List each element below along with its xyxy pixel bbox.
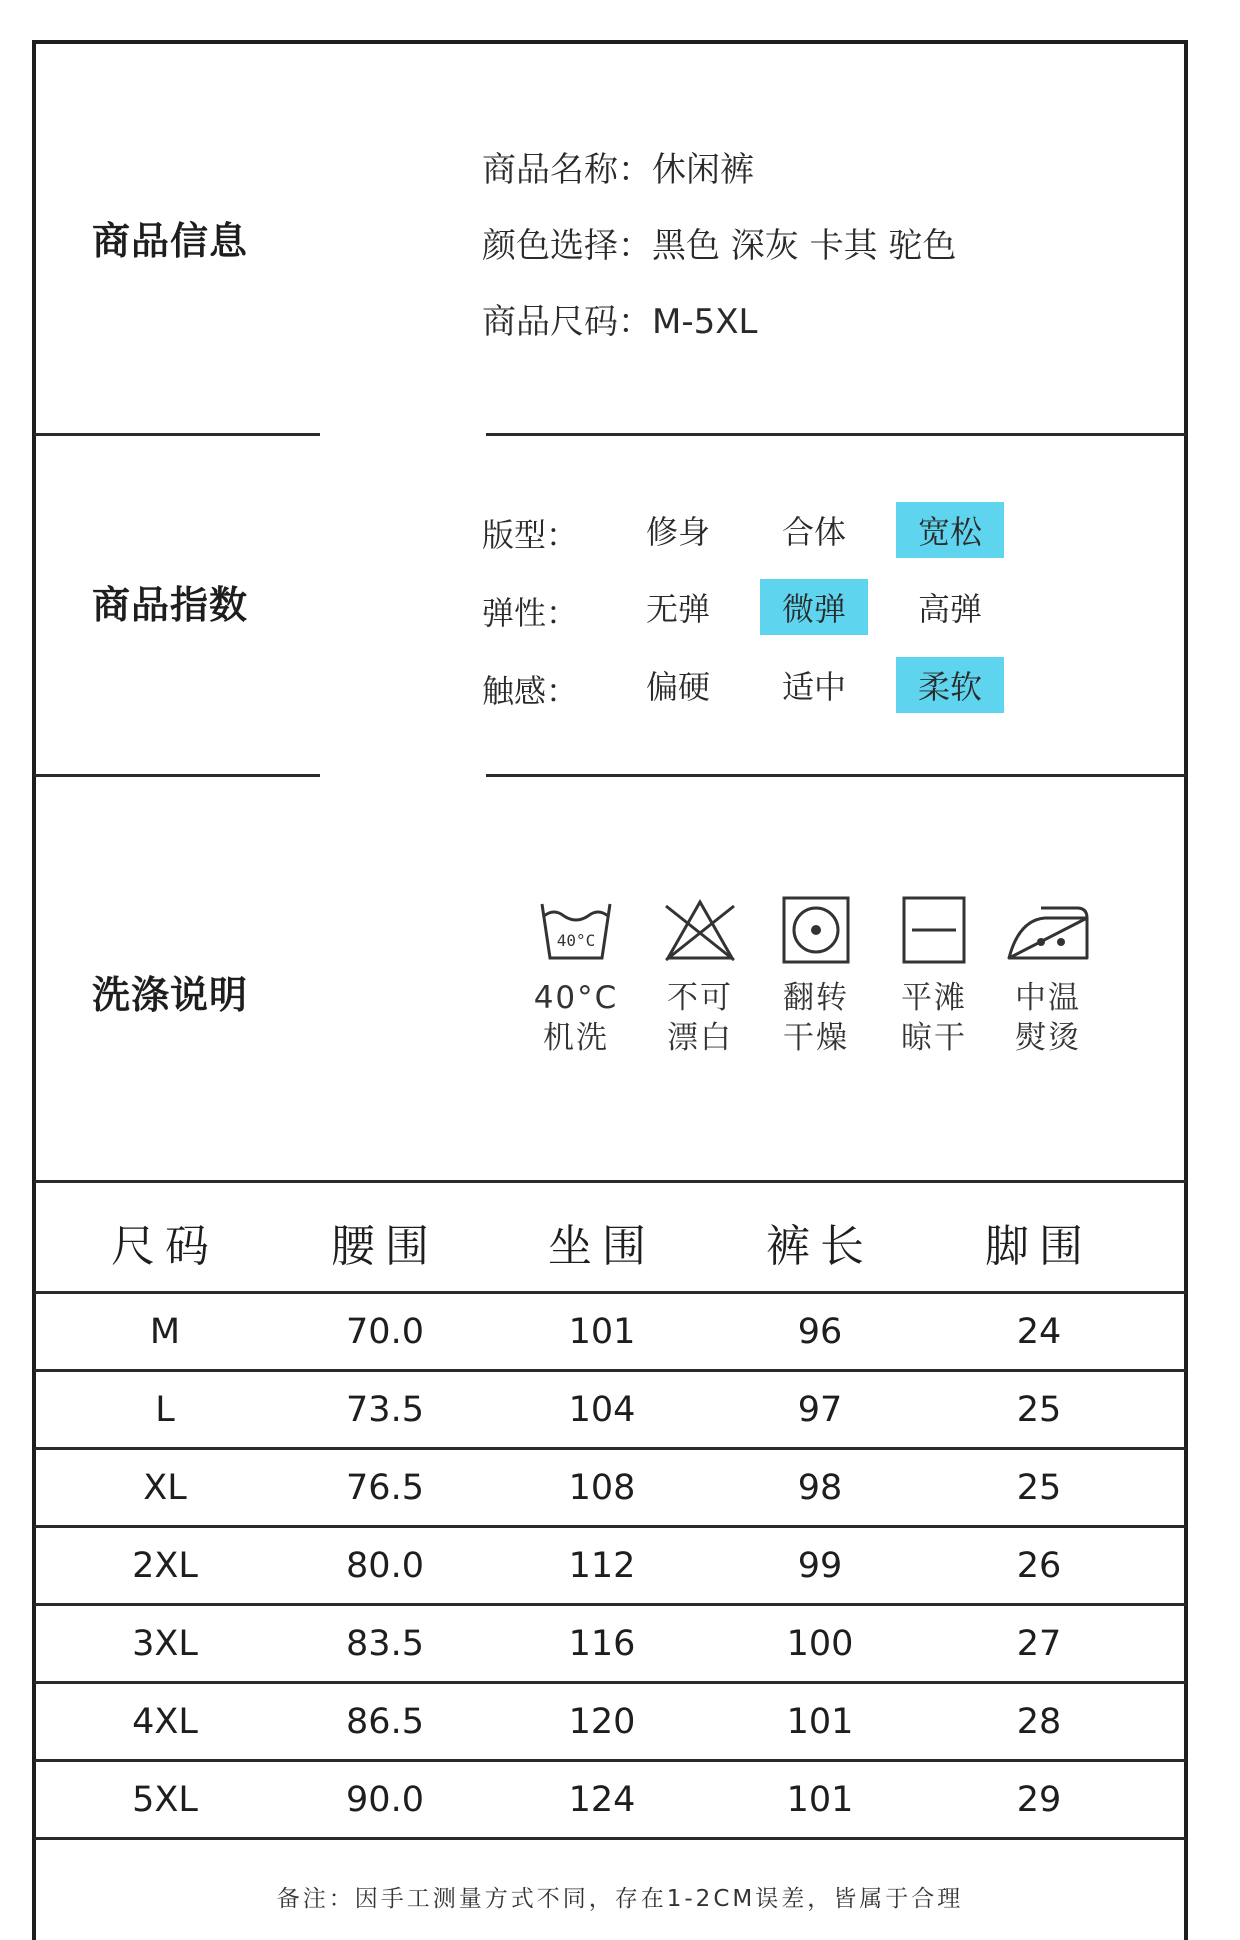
table-cell: 25: [1016, 1390, 1062, 1430]
iron-medium-icon: [1005, 896, 1091, 966]
table-cell: 80.0: [346, 1546, 424, 1586]
table-cell: 28: [1016, 1702, 1062, 1742]
table-cell: 26: [1016, 1546, 1062, 1586]
table-cell: M: [149, 1312, 181, 1352]
index-option: 合体: [781, 513, 846, 551]
index-label-fit: 版型：: [482, 516, 579, 554]
table-cell: 86.5: [346, 1702, 424, 1742]
table-header-length: 裤长: [766, 1221, 874, 1272]
index-option: 适中: [781, 668, 846, 706]
care-caption: 干燥: [783, 1020, 849, 1056]
svg-text:40°C: 40°C: [556, 931, 596, 950]
index-option-selected: 微弹: [760, 579, 868, 635]
divider: [34, 433, 320, 436]
table-rule: [34, 1837, 1186, 1840]
table-cell: 97: [797, 1390, 843, 1430]
index-option: 高弹: [917, 590, 982, 628]
table-cell: 112: [568, 1546, 636, 1586]
table-row: [34, 1528, 1186, 1604]
table-cell: 100: [786, 1624, 854, 1664]
index-option-selected: 宽松: [896, 502, 1004, 558]
table-row: [34, 1294, 1186, 1370]
table-cell: 124: [568, 1780, 636, 1820]
no-bleach-icon: [660, 896, 740, 966]
table-row: [34, 1762, 1186, 1838]
footnote: 备注：因手工测量方式不同，存在1-2CM误差，皆属于合理: [276, 1886, 964, 1912]
table-cell: 101: [568, 1312, 636, 1352]
table-cell: 104: [568, 1390, 636, 1430]
table-cell: 83.5: [346, 1624, 424, 1664]
care-item-iron: [998, 896, 1098, 1058]
index-option: 偏硬: [645, 668, 710, 706]
table-row: [34, 1372, 1186, 1448]
index-option: 修身: [645, 513, 710, 551]
divider: [486, 774, 1186, 777]
table-cell: 96: [797, 1312, 843, 1352]
care-caption: 熨烫: [1015, 1020, 1081, 1056]
table-header-hip: 坐围: [548, 1221, 656, 1272]
table-cell: 90.0: [346, 1780, 424, 1820]
info-line-name: 商品名称：休闲裤: [482, 150, 754, 190]
care-caption: 翻转: [783, 980, 849, 1016]
table-cell: 4XL: [132, 1702, 198, 1742]
table-cell: 101: [786, 1702, 854, 1742]
table-header-size: 尺码: [111, 1221, 219, 1272]
table-cell: 73.5: [346, 1390, 424, 1430]
table-cell: XL: [143, 1468, 187, 1508]
table-cell: 5XL: [132, 1780, 198, 1820]
table-cell: 2XL: [132, 1546, 198, 1586]
care-item-flat-dry: [884, 896, 984, 1058]
section-title-index: 商品指数: [92, 583, 249, 627]
index-label-elasticity: 弹性：: [482, 594, 579, 632]
table-cell: 76.5: [346, 1468, 424, 1508]
table-cell: 24: [1016, 1312, 1062, 1352]
care-caption: 平滩: [901, 980, 967, 1016]
wash-tub-40-icon: [536, 896, 616, 966]
index-option-selected: 柔软: [896, 657, 1004, 713]
section-title-washing: 洗涤说明: [92, 973, 249, 1017]
table-top-rule: [34, 1180, 1186, 1183]
table-cell: 98: [797, 1468, 843, 1508]
care-caption: 中温: [1015, 980, 1081, 1016]
table-row: [34, 1684, 1186, 1760]
table-cell: 108: [568, 1468, 636, 1508]
table-cell: L: [155, 1390, 175, 1430]
table-row: [34, 1450, 1186, 1526]
section-title-info: 商品信息: [92, 219, 249, 263]
divider: [486, 433, 1186, 436]
index-option: 无弹: [645, 590, 710, 628]
index-label-touch: 触感：: [482, 672, 579, 710]
flat-dry-shade-icon: [894, 896, 974, 966]
info-line-sizes: 商品尺码：M-5XL: [482, 302, 758, 342]
care-caption: 40°C: [533, 980, 619, 1016]
care-caption: 漂白: [667, 1020, 733, 1056]
table-cell: 116: [568, 1624, 636, 1664]
info-line-colors: 颜色选择：黑色 深灰 卡其 驼色: [482, 226, 957, 266]
care-item-dry: [766, 896, 866, 1058]
care-item-wash: [526, 896, 626, 1058]
table-cell: 25: [1016, 1468, 1062, 1508]
table-header-hem: 脚围: [985, 1221, 1093, 1272]
care-item-bleach: [650, 896, 750, 1058]
table-row: [34, 1606, 1186, 1682]
table-cell: 3XL: [132, 1624, 198, 1664]
table-header-waist: 腰围: [331, 1221, 439, 1272]
table-cell: 29: [1016, 1780, 1062, 1820]
tumble-dry-icon: [776, 896, 856, 966]
table-cell: 70.0: [346, 1312, 424, 1352]
care-caption: 不可: [667, 980, 733, 1016]
table-cell: 27: [1016, 1624, 1062, 1664]
care-caption: 机洗: [543, 1020, 609, 1056]
care-caption: 晾干: [901, 1020, 967, 1056]
table-cell: 120: [568, 1702, 636, 1742]
divider: [34, 774, 320, 777]
table-cell: 101: [786, 1780, 854, 1820]
table-cell: 99: [797, 1546, 843, 1586]
